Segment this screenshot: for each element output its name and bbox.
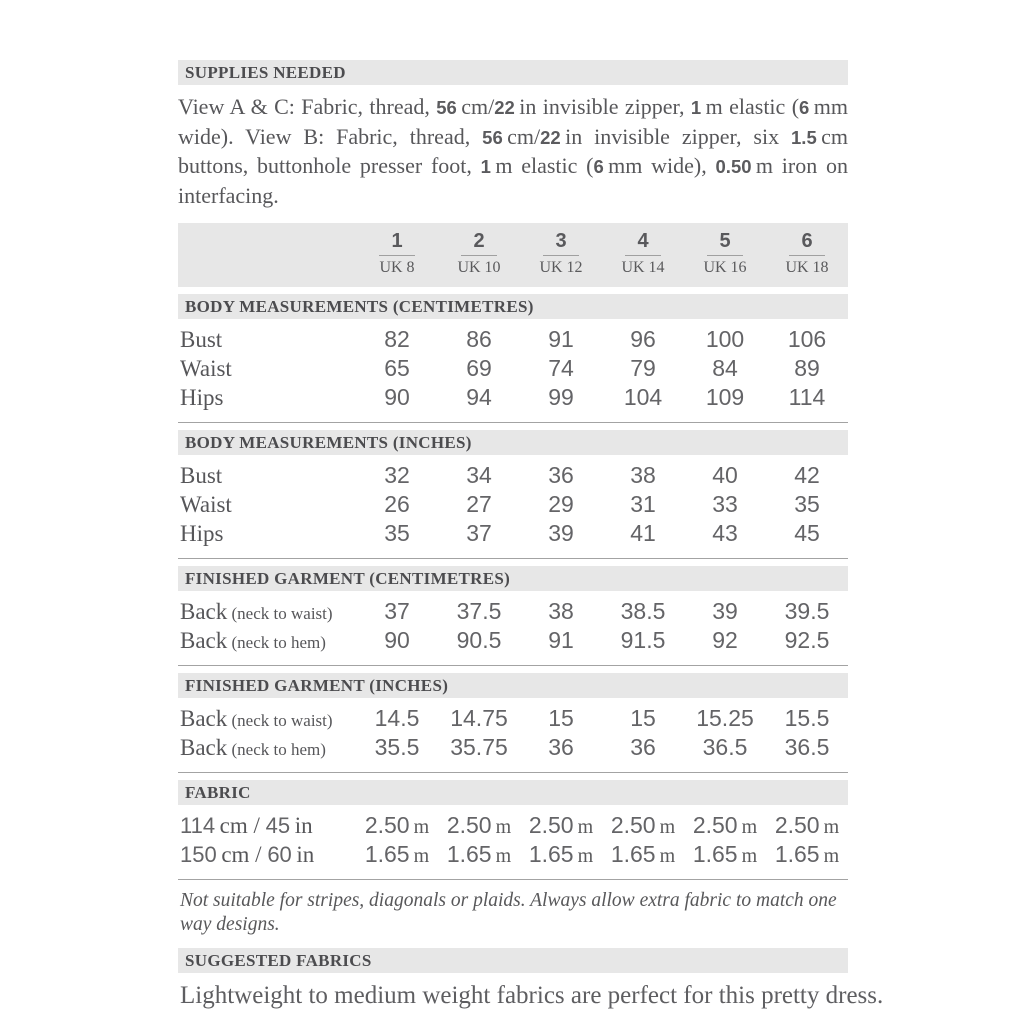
measurement-number: 6 [799, 97, 810, 118]
size-number: 6 [801, 230, 813, 252]
table-cell: 99 [548, 384, 574, 410]
table-cell: 37 [466, 520, 492, 546]
table-cell: 15 [548, 705, 574, 731]
table-cell: 1.65 m [774, 841, 840, 867]
supplies-needed-heading-bar [178, 60, 848, 85]
table-cell: 92.5 [784, 627, 830, 653]
row-label [178, 842, 356, 868]
size-divider-rule [379, 255, 415, 256]
size-column [602, 230, 684, 278]
section-fabric [178, 780, 848, 870]
table-cell: 2.50 m [692, 812, 758, 838]
table-cell: 31 [630, 491, 656, 517]
table-cell: 94 [466, 384, 492, 410]
table-cell: 14.5 [374, 705, 420, 731]
text-segment: m iron on interfacing. [178, 153, 848, 208]
row-label: Back (neck to hem) [180, 628, 326, 653]
table-cell: 91.5 [620, 627, 666, 653]
table-cell: 91 [548, 627, 574, 653]
measurement-number: 45 [265, 813, 291, 838]
table-cell: 35.75 [450, 734, 508, 760]
size-divider-rule [789, 255, 825, 256]
uk-size-label: UK 8 [379, 259, 415, 276]
table-cell: 39.5 [784, 598, 830, 624]
table-cell: 82 [384, 326, 410, 352]
table-row [178, 598, 848, 627]
table-cell: 36.5 [784, 734, 830, 760]
table-cell: 89 [794, 355, 820, 381]
table-cell: 33 [712, 491, 738, 517]
row-label [178, 813, 356, 839]
text-segment: m elastic ( [701, 94, 800, 119]
table-cell: 26 [384, 491, 410, 517]
table-cell: 114 [788, 384, 826, 410]
section-divider [178, 558, 848, 559]
fabric-note: Not suitable for stripes, diagonals or plaids. Always allow extra fabric to match one way designs. [180, 890, 837, 935]
measurement-number: 22 [540, 126, 561, 148]
table-cell: 100 [705, 326, 745, 352]
table-cell: 86 [466, 326, 492, 352]
text-segment: in invisible zipper, [514, 94, 691, 119]
row-label: Waist [180, 492, 232, 517]
measurement-number: 114 [180, 813, 216, 838]
table-cell: 2.50 m [610, 812, 676, 838]
table-cell: 2.50 m [364, 812, 430, 838]
row-sublabel: (neck to waist) [227, 604, 333, 623]
suggested-fabrics-heading: SUGGESTED FABRICS [185, 950, 372, 970]
table-cell: 34 [466, 462, 492, 488]
unit-label: m [573, 816, 594, 838]
table-cell: 35 [794, 491, 820, 517]
row-label: Hips [180, 521, 224, 546]
table-cell: 15.25 [696, 705, 754, 731]
table-cell: 92 [712, 627, 738, 653]
text-segment: in invisible zipper, six [560, 123, 792, 149]
text-segment: cm / [216, 842, 268, 867]
table-cell: 84 [712, 355, 738, 381]
text-segment: m elastic ( [490, 153, 594, 178]
measurement-number: 0.50 [715, 156, 752, 177]
table-row [178, 705, 848, 734]
size-column [356, 230, 438, 278]
table-row [178, 384, 848, 413]
table-cell: 37.5 [456, 598, 502, 624]
supplies-paragraph [178, 93, 848, 210]
table-cell: 36.5 [702, 734, 748, 760]
table-cell: 90 [384, 627, 410, 653]
size-number: 5 [719, 230, 731, 252]
table-cell: 15.5 [784, 705, 830, 731]
table-cell: 1.65 m [692, 841, 758, 867]
table-cell: 106 [787, 326, 827, 352]
body-measurements-inches-heading: BODY MEASUREMENTS (INCHES) [185, 432, 472, 452]
table-cell: 36 [630, 734, 656, 760]
size-number: 4 [637, 230, 649, 252]
size-divider-rule [625, 255, 661, 256]
table-cell: 37 [384, 598, 410, 624]
fabric-heading-bar [178, 780, 848, 805]
size-number: 3 [555, 230, 567, 252]
table-cell: 43 [712, 520, 738, 546]
table-cell: 91 [548, 326, 574, 352]
section-divider [178, 879, 848, 880]
table-row [178, 734, 848, 763]
pattern-sheet [178, 60, 884, 1010]
finished-garment-cm-heading: FINISHED GARMENT (CENTIMETRES) [185, 568, 511, 588]
table-row [178, 491, 848, 520]
table-cell: 35 [384, 520, 410, 546]
row-sublabel: (neck to hem) [227, 740, 326, 759]
row-label: Back (neck to waist) [180, 706, 333, 731]
finished-garment-cm-heading-bar [178, 566, 848, 591]
fabric-heading: FABRIC [185, 782, 251, 802]
size-column [766, 230, 848, 278]
body-measurements-cm-heading: BODY MEASUREMENTS (CENTIMETRES) [185, 296, 534, 316]
table-row [178, 812, 848, 841]
table-cell: 74 [548, 355, 574, 381]
table-cell: 69 [466, 355, 492, 381]
unit-label: m [737, 816, 758, 838]
unit-label: m [655, 816, 676, 838]
unit-label: m [737, 845, 758, 867]
body-measurements-inches-heading-bar [178, 430, 848, 455]
text-segment: cm/ [502, 123, 541, 149]
table-cell: 2.50 m [528, 812, 594, 838]
unit-label: m [819, 845, 840, 867]
table-cell: 79 [630, 355, 656, 381]
table-cell: 27 [466, 491, 492, 517]
table-cell: 36 [548, 462, 574, 488]
finished-garment-inches-heading-bar [178, 673, 848, 698]
text-segment: View A & C: Fabric, thread, [178, 94, 437, 119]
text-segment: mm wide). View B: Fabric, thread, [178, 94, 848, 149]
row-label: Waist [180, 356, 232, 381]
row-label: Bust [180, 463, 223, 488]
section-finished-garment-cm [178, 566, 848, 656]
section-divider [178, 772, 848, 773]
size-number: 2 [473, 230, 485, 252]
size-divider-rule [543, 255, 579, 256]
unit-label: m [655, 845, 676, 867]
unit-label: m [491, 845, 512, 867]
row-label: Hips [180, 385, 224, 410]
table-row [178, 627, 848, 656]
table-cell: 36 [548, 734, 574, 760]
measurement-number: 60 [267, 842, 292, 867]
table-cell: 41 [630, 520, 656, 546]
row-label: Back (neck to hem) [180, 735, 326, 760]
table-cell: 38.5 [620, 598, 666, 624]
section-finished-garment-inches [178, 673, 848, 763]
table-cell: 39 [548, 520, 574, 546]
table-cell: 35.5 [374, 734, 420, 760]
table-cell: 42 [794, 462, 820, 488]
row-sublabel: (neck to waist) [227, 711, 333, 730]
unit-label: m [491, 816, 512, 838]
table-cell: 14.75 [450, 705, 508, 731]
text-segment: in [290, 813, 313, 838]
table-cell: 1.65 m [446, 841, 512, 867]
measurement-number: 1 [480, 156, 491, 177]
text-segment: cm buttons, buttonhole presser foot, [178, 123, 849, 178]
row-label: Back (neck to waist) [180, 599, 333, 624]
table-cell: 90.5 [456, 627, 502, 653]
unit-label: m [409, 845, 430, 867]
table-cell: 1.65 m [528, 841, 594, 867]
table-row [178, 355, 848, 384]
supplies-needed-heading: SUPPLIES NEEDED [185, 62, 346, 82]
table-cell: 38 [630, 462, 656, 488]
size-header-row [178, 223, 848, 287]
table-row [178, 326, 848, 355]
suggested-fabrics-text: Lightweight to medium weight fabrics are perfect for this pretty dress. [180, 982, 884, 1009]
measurement-number: 6 [593, 156, 604, 177]
text-segment: mm wide), [603, 153, 716, 178]
size-column [684, 230, 766, 278]
table-cell: 2.50 m [446, 812, 512, 838]
table-cell: 38 [548, 598, 574, 624]
size-divider-rule [461, 255, 497, 256]
text-segment: cm/ [456, 94, 495, 119]
table-cell: 109 [705, 384, 745, 410]
section-divider [178, 665, 848, 666]
uk-size-label: UK 12 [539, 259, 583, 276]
unit-label: m [573, 845, 594, 867]
body-measurements-cm-heading-bar [178, 294, 848, 319]
section-body-measurements-inches [178, 430, 848, 549]
size-number: 1 [391, 230, 403, 252]
text-segment: in [291, 842, 315, 867]
measurement-number: 150 [180, 842, 217, 867]
table-cell: 39 [712, 598, 738, 624]
measurement-number: 56 [482, 126, 503, 148]
size-header-spacer [178, 230, 356, 278]
table-cell: 2.50 m [774, 812, 840, 838]
table-cell: 90 [384, 384, 410, 410]
measurement-number: 56 [436, 97, 457, 118]
unit-label: m [409, 816, 430, 838]
section-divider [178, 422, 848, 423]
measurement-number: 22 [494, 97, 515, 118]
table-cell: 32 [384, 462, 410, 488]
table-cell: 40 [712, 462, 738, 488]
section-body-measurements-cm [178, 294, 848, 413]
finished-garment-inches-heading: FINISHED GARMENT (INCHES) [185, 675, 449, 695]
table-cell: 1.65 m [364, 841, 430, 867]
text-segment: cm / [215, 813, 266, 838]
suggested-fabrics-heading-bar [178, 948, 848, 973]
unit-label: m [819, 816, 840, 838]
table-cell: 1.65 m [610, 841, 676, 867]
table-cell: 65 [384, 355, 410, 381]
measurement-sections [178, 294, 848, 880]
table-row [178, 520, 848, 549]
measurement-number: 1.5 [791, 126, 817, 148]
uk-size-label: UK 14 [621, 259, 665, 276]
row-sublabel: (neck to hem) [227, 633, 326, 652]
uk-size-label: UK 16 [703, 259, 747, 276]
table-cell: 45 [794, 520, 820, 546]
size-column [520, 230, 602, 278]
table-cell: 104 [623, 384, 663, 410]
table-cell: 96 [630, 326, 656, 352]
table-cell: 29 [548, 491, 574, 517]
table-row [178, 462, 848, 491]
size-divider-rule [707, 255, 743, 256]
size-column [438, 230, 520, 278]
measurement-number: 1 [690, 97, 702, 118]
row-label: Bust [180, 327, 223, 352]
table-cell: 15 [630, 705, 656, 731]
uk-size-label: UK 18 [785, 259, 829, 276]
uk-size-label: UK 10 [457, 259, 501, 276]
table-row [178, 841, 848, 870]
